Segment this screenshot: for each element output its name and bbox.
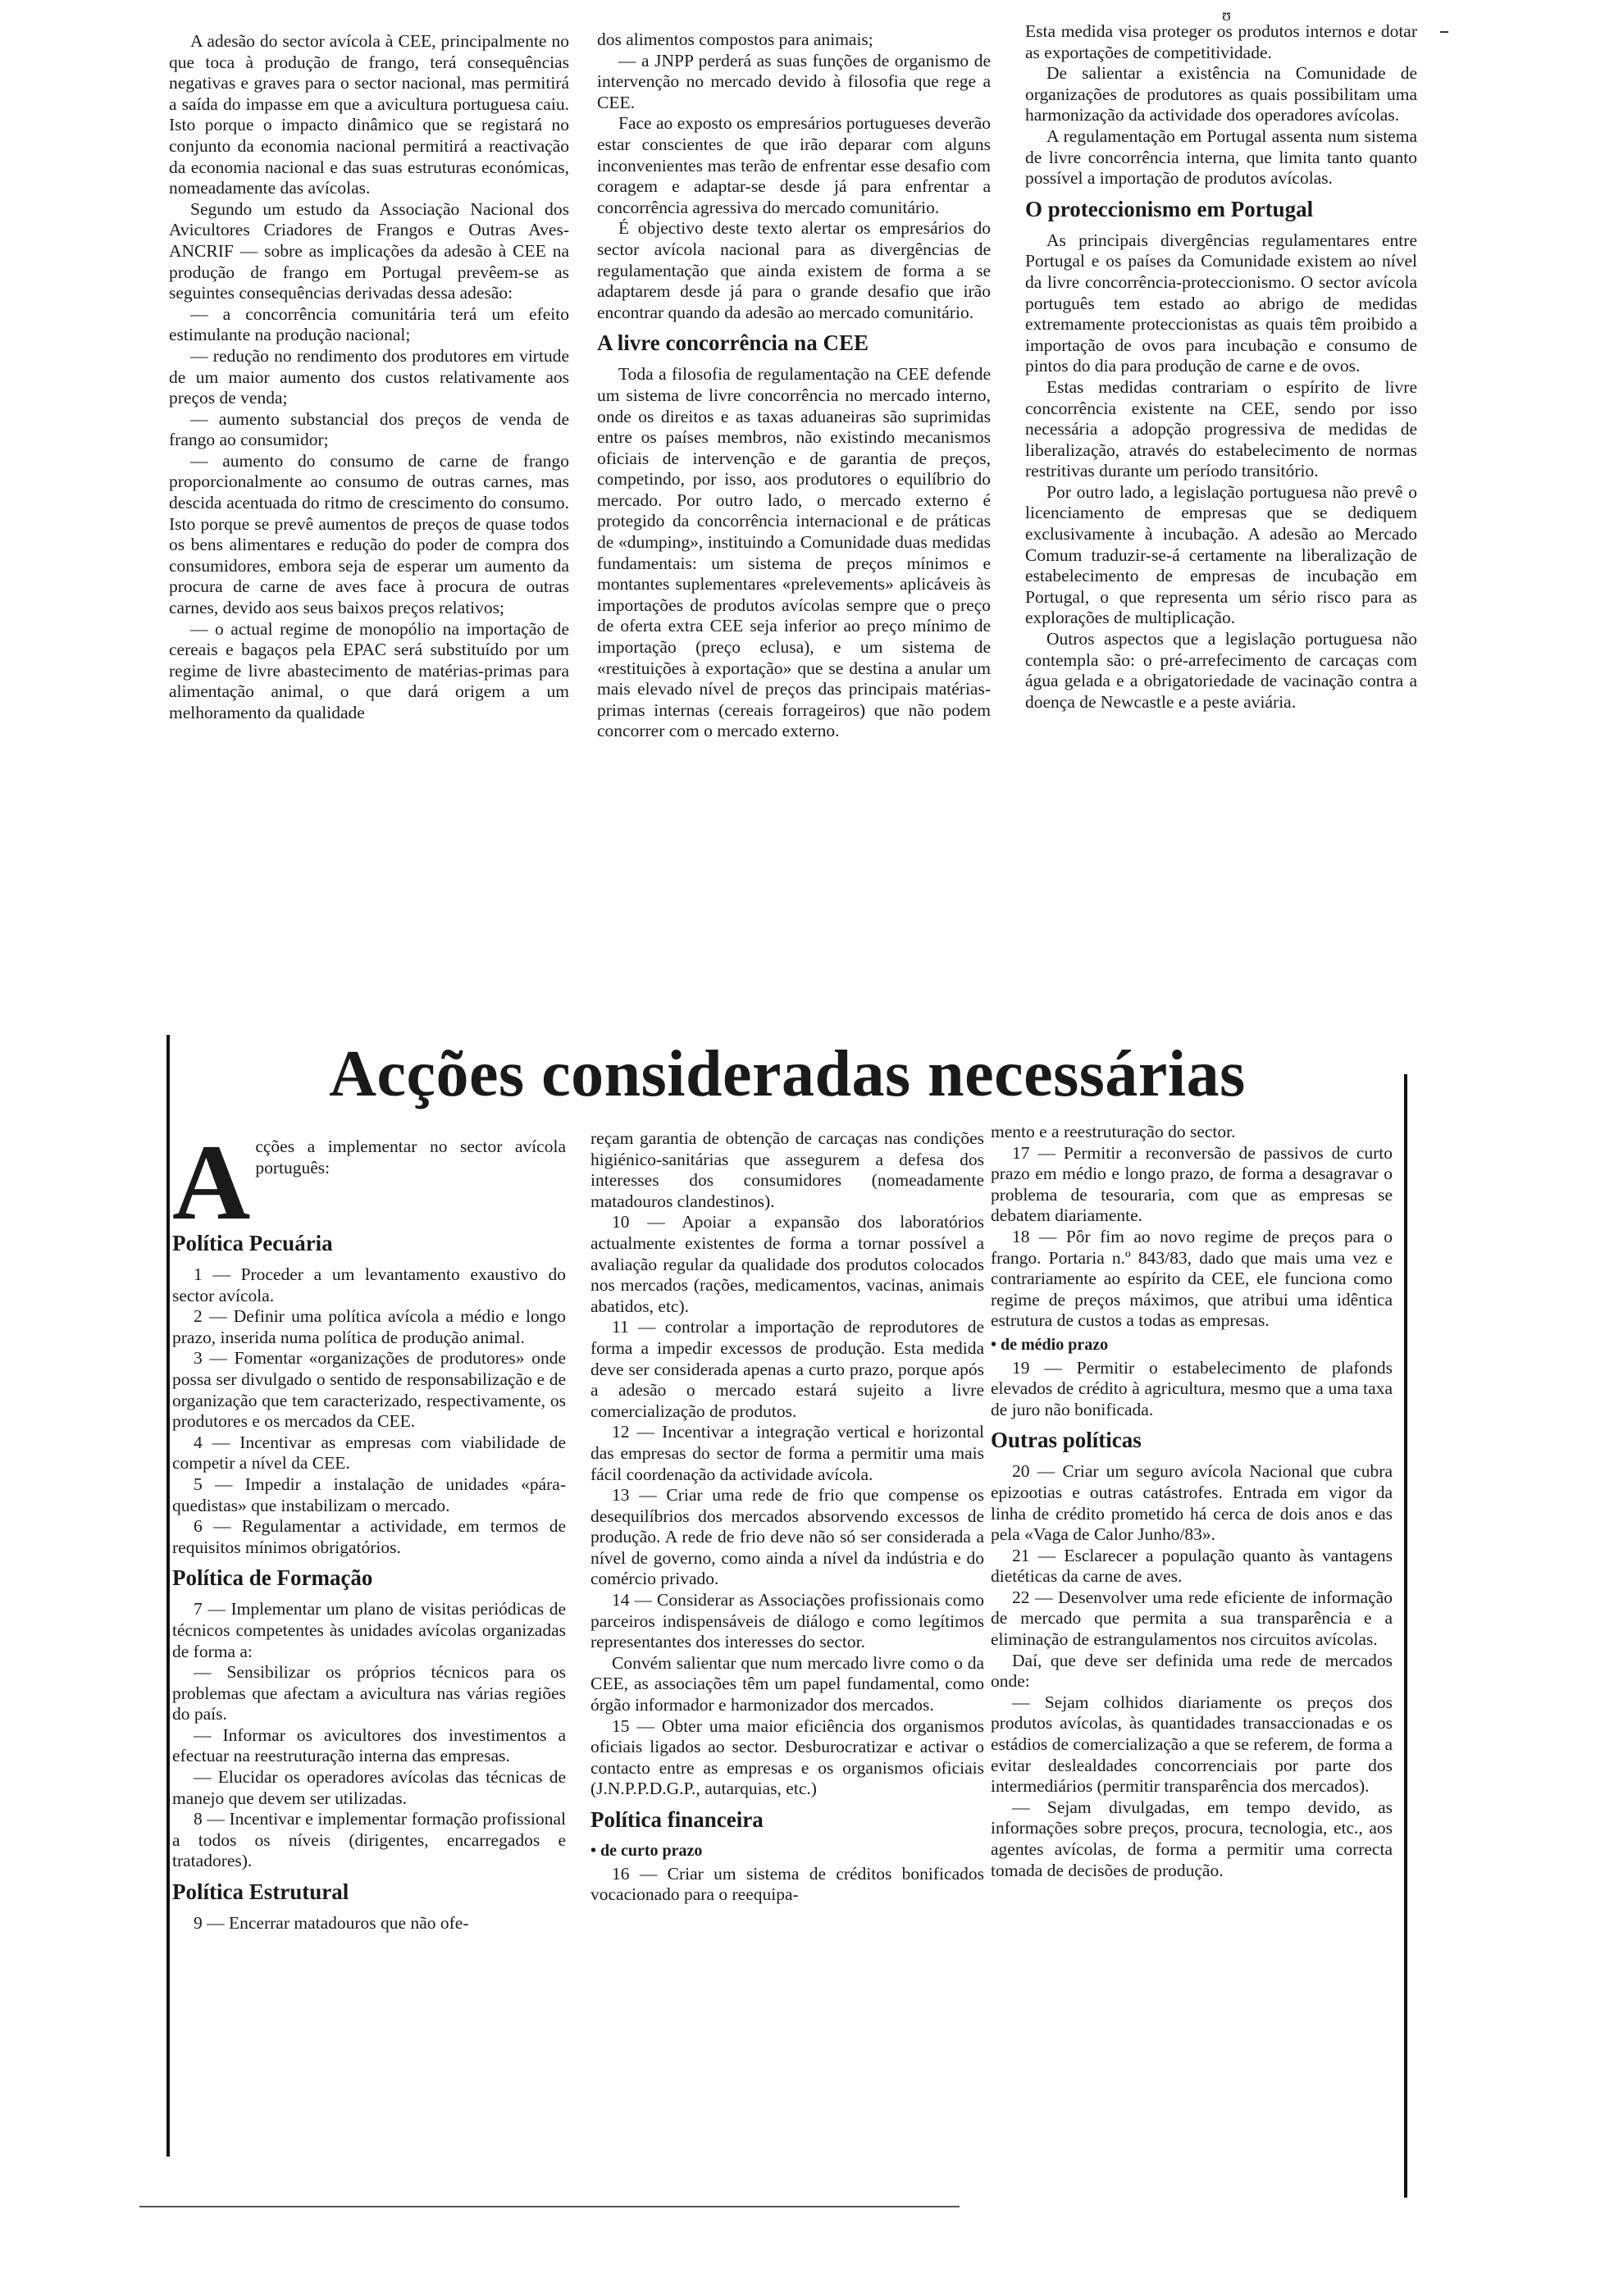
- section-heading: Política Estrutural: [172, 1879, 349, 1905]
- paragraph: Outros aspectos que a legislação portuguesa não contempla são: o pré-arrefecimento de carcaças com água gelada e a obrigatoriedade de vacinação contra a doença de Newcastle e a peste aviária.: [1025, 629, 1417, 712]
- paragraph: dos alimentos compostos para animais;: [597, 30, 873, 49]
- paragraph: — a JNPP perderá as suas funções de organismo de intervenção no mercado devido à filosofia que rege a CEE.: [597, 50, 991, 112]
- paragraph: A regulamentação em Portugal assenta num sistema de livre concorrência interna, que limita tanto quanto possível a importação de produtos avícolas.: [1025, 125, 1417, 189]
- section-heading: O proteccionismo em Portugal: [1025, 196, 1314, 221]
- paragraph: É objectivo deste texto alertar os empresários do sector avícola nacional para as divergências de regulamentação que ainda existem de forma a se adaptarem desde já para o grande desafio que irão encontrar quando da adesão ao mercado comunitário.: [597, 218, 991, 322]
- paragraph: — redução no rendimento dos produtores em virtude de um maior aumento dos custos relativamente aos preços de venda;: [169, 345, 569, 408]
- box-column-1: [172, 1122, 566, 1934]
- list-item: — Elucidar os operadores avícolas das técnicas de manejo que devem ser utilizadas.: [172, 1767, 566, 1808]
- paragraph: Face ao exposto os empresários portugueses deverão estar conscientes de que irão deparar com alguns inconvenientes mas terão de enfrentar esse desafio com coragem e adaptar-se desde já para enfrentar a concorrência agressiva do mercado comunitário.: [597, 113, 991, 217]
- box-column-2: [590, 1128, 984, 1906]
- paragraph: — aumento substancial dos preços de venda de frango ao consumidor;: [169, 408, 569, 450]
- paragraph: — aumento do consumo de carne de frango proporcionalmente ao consumo de outras carnes, mas descida acentuada do ritmo de crescimento do consumo. Isto porque se prevê aumentos de preços de quase todos os bens alimentares e redução do poder de compra dos consumidores, embora seja de esperar um aumento da procura de carne de aves face à procura de outras carnes, devido aos seus baixos preços relativos;: [169, 450, 569, 618]
- list-item: Convém salientar que num mercado livre como o da CEE, as associações têm um papel fundamental, como órgão informador e harmonizador dos mercados.: [590, 1652, 984, 1715]
- list-item: 4 — Incentivar as empresas com viabilidade de competir a nível da CEE.: [172, 1432, 566, 1474]
- list-item: 11 — controlar a importação de reprodutores de forma a impedir excessos de produção. Esta medida deve ser considerada apenas a curto prazo, porque após a adesão o mercado estará sujeito a livre comercialização de produtos.: [590, 1317, 984, 1421]
- list-item: reçam garantia de obtenção de carcaças nas condições higiénico-sanitárias que assegurem a defesa dos interesses dos consumidores (nomeadamente matadouros clandestinos).: [590, 1128, 984, 1211]
- paragraph: A adesão do sector avícola à CEE, principalmente no que toca à produção de frango, terá consequências negativas e graves para o sector nacional, mas permitirá a saída do impasse em que a avicultura portuguesa caiu. Isto porque o impacto dinâmico que se registará no conjunto da economia nacional permitirá a reactivação da economia nacional e das suas estruturas económicas, nomeadamente das avícolas.: [169, 31, 569, 198]
- list-item: 8 — Incentivar e implementar formação profissional a todos os níveis (dirigentes, encarregados e tratadores).: [172, 1809, 566, 1871]
- list-item: 14 — Considerar as Associações profissionais como parceiros indispensáveis de diálogo e como legítimos representantes dos interesses do sector.: [590, 1590, 984, 1652]
- list-item: 13 — Criar uma rede de frio que compense os desequilíbrios dos mercados absorvendo excessos de produção. A rede de frio deve não só ser considerada a nível de governo, como ainda a nível da indústria e do comércio privado.: [590, 1485, 984, 1589]
- list-item: Daí, que deve ser definida uma rede de mercados onde:: [991, 1650, 1393, 1692]
- list-item: 20 — Criar um seguro avícola Nacional que cubra epizootias e outras catástrofes. Entrada em vigor da linha de crédito prometido há cerca de dois anos e das pela «Vaga de Calor Junho/83».: [991, 1461, 1393, 1545]
- section-heading: Política Pecuária: [172, 1231, 333, 1255]
- list-item: 6 — Regulamentar a actividade, em termos de requisitos mínimos obrigatórios.: [172, 1516, 566, 1557]
- sub-heading: • de curto prazo: [590, 1842, 703, 1860]
- top-column-1: [169, 31, 569, 724]
- box-border-left: [166, 1035, 170, 2157]
- sub-heading: • de médio prazo: [991, 1335, 1109, 1354]
- list-item: 15 — Obter uma maior eficiência dos organismos oficiais ligados ao sector. Desburocratizar e activar o contacto entre as empresas e os organismos oficiais (J.N.P.P.D.G.P., autarquias, etc.): [590, 1715, 984, 1799]
- list-item: 5 — Impedir a instalação de unidades «pára-quedistas» que instabilizam o mercado.: [172, 1474, 566, 1515]
- box-border-bottom: [139, 2206, 960, 2207]
- section-heading: Política de Formação: [172, 1565, 373, 1591]
- box-border-right: [1404, 1074, 1407, 2198]
- list-item: 21 — Esclarecer a população quanto às vantagens dietéticas da carne de aves.: [991, 1545, 1393, 1587]
- list-item: 9 — Encerrar matadouros que não ofe-: [194, 1913, 469, 1934]
- lead-text: cções a implementar no sector avícola português:: [255, 1137, 566, 1178]
- list-item: 1 — Proceder a um levantamento exaustivo do sector avícola.: [172, 1264, 566, 1305]
- paragraph: Esta medida visa proteger os produtos internos e dotar as exportações de competitividade.: [1025, 21, 1417, 62]
- section-heading: Outras políticas: [991, 1428, 1142, 1453]
- list-item: 10 — Apoiar a expansão dos laboratórios actualmente existentes de forma a tornar possível a avaliação regular da qualidade dos produtos colocados nos mercados (rações, medicamentos, vacinas, animais abatidos, etc).: [590, 1212, 984, 1316]
- list-item: 19 — Permitir o estabelecimento de plafonds elevados de crédito à agricultura, mesmo que a uma taxa de juro não bonificada.: [991, 1357, 1393, 1419]
- list-item: 3 — Fomentar «organizações de produtores» onde possa ser divulgado o sentido de responsabilização e de organização que tem caracterizado, respectivamente, os produtores e os mercados da CEE.: [172, 1348, 566, 1432]
- list-item: 17 — Permitir a reconversão de passivos de curto prazo em médio e longo prazo, de forma a desagravar o problema de tesouraria, com que as empresas se debatem diariamente.: [991, 1142, 1393, 1226]
- list-item: 18 — Pôr fim ao novo regime de preços para o frango. Portaria n.º 843/83, dado que mais uma vez e contrariamente ao espírito da CEE, ele funciona como regime de preços máximos, que atribui uma idêntica estrutura de custos a todas as empresas.: [991, 1226, 1393, 1331]
- list-item: 16 — Criar um sistema de créditos bonificados vocacionado para o reequipa-: [590, 1863, 984, 1905]
- lead-paragraph: [172, 1122, 566, 1242]
- paragraph: Toda a filosofia de regulamentação na CEE defende um sistema de livre concorrência no mercado interno, onde os direitos e as taxas aduaneiras são suprimidas entre os países membros, não existindo mecanismos oficiais de intervenção e de garantia de preços, competindo, por isso, aos produtores o equilíbrio do mercado. Por outro lado, o mercado externo é protegido da concorrência internacional e de práticas de «dumping», instituindo a Comunidade duas medidas fundamentais: um sistema de preços mínimos e montantes suplementares «prelevements» aplicáveis às importações de produtos avícolas sempre que o preço de oferta extra CEE seja inferior ao preço mínimo de importação (preço eclusa), e um sistema de «restituições à exportação» que se destina a anular um mais elevado nível de preços das principais matérias-primas internas (cereais forrageiros) que não podem concorrer com o mercado externo.: [597, 364, 991, 741]
- top-column-3: [1025, 21, 1417, 713]
- list-item: — Sejam colhidos diariamente os preços dos produtos avícolas, às quantidades transaccionadas e os estádios de comercialização a que se referem, de forma a evitar deslealdades concorrenciais por parte dos intermediários (permitir transparência dos mercados).: [991, 1692, 1393, 1797]
- paragraph: As principais divergências regulamentares entre Portugal e os países da Comunidade existem ao nível da livre concorrência-proteccionismo. O sector avícola português tem estado ao abrigo de medidas extremamente proteccionistas as quais têm proibido a importação de ovos para incubação e consumo de pintos do dia para produção de carne e de ovos.: [1025, 230, 1417, 376]
- list-item: mento e a reestruturação do sector.: [991, 1122, 1236, 1141]
- list-item: 12 — Incentivar a integração vertical e horizontal das empresas do sector de forma a permitir uma mais fácil coordenação da actividade avícola.: [590, 1422, 984, 1484]
- section-heading: Política financeira: [590, 1807, 764, 1832]
- list-item: 22 — Desenvolver uma rede eficiente de informação de mercado que permita a sua transparência e a eliminação de estrangulamentos nos circuitos avícolas.: [991, 1587, 1393, 1650]
- top-column-2: [597, 30, 991, 742]
- margin-tick: [1440, 31, 1448, 33]
- list-item: — Sensibilizar os próprios técnicos para os problemas que afectam a avicultura nas várias regiões do país.: [172, 1662, 566, 1724]
- paragraph: Por outro lado, a legislação portuguesa não prevê o licenciamento de empresas que se dediquem exclusivamente à incubação. A adesão ao Mercado Comum traduzir-se-á certamente na liberalização de estabelecimento de empresas de incubação em Portugal, o que representa um sério risco para as explorações de multiplicação.: [1025, 481, 1417, 628]
- headline: Acções consideradas necessárias: [329, 1038, 1246, 1110]
- paragraph: Segundo um estudo da Associação Nacional dos Avicultores Criadores de Frangos e Outras Aves-ANCRIF — sobre as implicações da adesão à CEE na produção de frango em Portugal prevêem-se as seguintes consequências derivadas dessa adesão:: [169, 198, 569, 303]
- box-column-3: [991, 1122, 1393, 1881]
- list-item: — Informar os avicultores dos investimentos a efectuar na reestruturação interna das empresas.: [172, 1724, 566, 1766]
- section-heading: A livre concorrência na CEE: [597, 330, 869, 356]
- list-item: 7 — Implementar um plano de visitas periódicas de técnicos competentes às unidades avícolas organizadas de forma a:: [172, 1599, 566, 1661]
- paragraph: Estas medidas contrariam o espírito de livre concorrência existente na CEE, sendo por isso necessária a adopção progressiva de medidas de liberalização, através do estabelecimento de normas restritivas durante um período transitório.: [1025, 376, 1417, 481]
- paragraph: De salientar a existência na Comunidade de organizações de produtores as quais possibilitam uma harmonização da actividade dos operadores avícolas.: [1025, 63, 1417, 125]
- list-item: 2 — Definir uma política avícola a médio e longo prazo, inserida numa política de produção animal.: [172, 1306, 566, 1347]
- list-item: — Sejam divulgadas, em tempo devido, as informações sobre preços, procura, tecnologia, etc., aos agentes avícolas, de forma a permitir uma correcta tomada de decisões de produção.: [991, 1797, 1393, 1880]
- page-mark: ʊ: [1222, 7, 1231, 25]
- drop-cap: A: [172, 1122, 251, 1242]
- paragraph: — o actual regime de monopólio na importação de cereais e bagaços pela EPAC será substituído por um regime de livre abastecimento de matérias-primas para alimentação animal, o que dará origem a um melhoramento da qualidade: [169, 618, 569, 722]
- paragraph: — a concorrência comunitária terá um efeito estimulante na produção nacional;: [169, 303, 569, 345]
